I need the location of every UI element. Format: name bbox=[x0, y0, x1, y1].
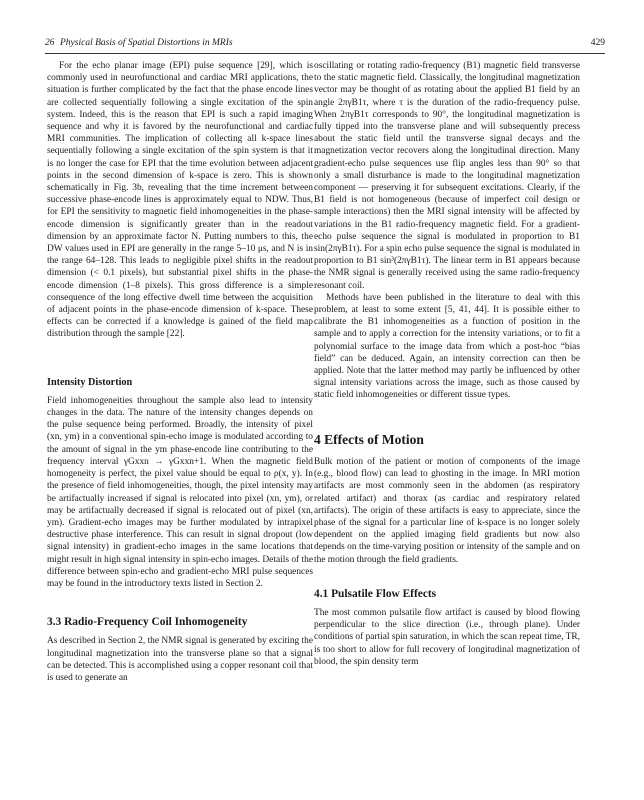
page-number: 429 bbox=[590, 38, 605, 48]
header-rule bbox=[45, 53, 605, 54]
intensity-distortion-paragraph: Field inhomogeneities throughout the sample also lead to intensity changes in the data. The nature of the intensity changes depends on the pulse sequence being performed. Broadly, the intensity of pixel (xn, ym) in a conventional spin-echo image is modulated according to the amount of signal in the ym phase-encode line contributing to the frequency interval γGxxn → γGxxn+1. When the magnetic field homogeneity is perfect, the pixel value should be equal to ρ(x, y). In the presence of field inhomogeneities, though, the pixel intensity may be artifactually increased if signal is relocated into pixel (xn, ym), or may be artifactually decreased if signal is relocated out of pixel (xn, ym). Gradient-echo images may be further modulated by intrapixel destructive phase interference. This can result in signal dropout (low signal intensity) in gradient-echo images in the same locations that might result in high signal intensity in spin-echo images. Details of the difference between spin-echo and gradient-echo MRI pulse sequences may be found in the introductory texts listed in Section 2. bbox=[47, 395, 313, 589]
right-column bbox=[314, 60, 580, 668]
spacer bbox=[314, 446, 580, 456]
spacer bbox=[314, 402, 580, 434]
spacer bbox=[47, 590, 313, 616]
pulsatile-flow-heading: 4.1 Pulsatile Flow Effects bbox=[314, 587, 437, 600]
pulsatile-flow-paragraph: The most common pulsatile flow artifact is caused by blood flowing perpendicular to the slice direction (i.e., through plane). Under conditions of partial spin saturation, in which the scan repeat time, TR, is too short to allow for full recovery of longitudinal magnetization of blood, the spin density term bbox=[314, 607, 580, 667]
spacer bbox=[314, 566, 580, 588]
methods-paragraph: Methods have been published in the literature to deal with this problem, at least to some extent [5, 41, 44]. It is possible either to calibrate the B1 inhomogeneities as a function of position in the sample and to apply a correction for the intensity variations, or to fit a polynomial surface to the image data from which a post-hoc “bias field” can be deduced. Again, an intensity correction can then be applied. Note that the latter method may partly be influenced by other signal intensity variations across the image, such as those caused by static field inhomogeneities or different tissue types. bbox=[314, 292, 580, 401]
intensity-distortion-heading: Intensity Distortion bbox=[47, 376, 133, 388]
chapter-number: 26 bbox=[45, 38, 55, 48]
effects-of-motion-heading: 4 Effects of Motion bbox=[314, 431, 424, 447]
rf-coil-heading: 3.3 Radio-Frequency Coil Inhomogeneity bbox=[47, 616, 248, 629]
rf-coil-paragraph: As described in Section 2, the NMR signal is generated by exciting the longitudinal magnetization into the transverse plane so that a signal can be detected. This is accomplished using a copper resonant coil that is used to generate an bbox=[47, 636, 313, 683]
running-header bbox=[45, 38, 605, 52]
spacer bbox=[47, 341, 313, 377]
rf-continuation-paragraph: oscillating or rotating radio-frequency (B1) magnetic field transverse to the static magnetic field. Classically, the longitudinal magnetization vector may be thought of as rotating about the applied B1 field by an angle 2πγB1τ, where τ is the duration of the radio-frequency pulse. When 2πγB1τ corresponds to 90°, the longitudinal magnetization is fully tipped into the transverse plane and will subsequently precess about the static field until the transverse signal decays and the magnetization vector recovers along the longitudinal direction. Many gradient-echo pulse sequences use flip angles less than 90° so that only a small disturbance is made to the longitudinal magnetization component — preserving it for subsequent excitations. Clearly, if the B1 field is not homogeneous (because of imperfect coil design or sample interactions) then the MRI signal intensity will be affected by variations in the B1 radio-frequency magnetic field. For a gradient-echo pulse sequence the signal is modulated in proportion to B1 sin(2πγB1τ). For a spin echo pulse sequence the signal is modulated in proportion to B1 sin³(2πγB1τ). The linear term in B1 appears because the NMR signal is generally received using the same radio-frequency resonant coil. bbox=[314, 61, 580, 291]
left-column bbox=[47, 60, 313, 684]
motion-paragraph: Bulk motion of the patient or motion of components of the image (e.g., blood flow) can lead to ghosting in the image. In MRI motion artifacts are most commonly seen in the abdomen (as respiratory related artifact) and thorax (as cardiac and respiratory related artifacts). The origin of these artifacts is easy to appreciate, since the phase of the signal for a particular line of k-space is no longer solely dependent on the applied imaging field gradients but now also depends on the time-varying position or intensity of the sample and on the motion through the field gradients. bbox=[314, 456, 580, 565]
spacer bbox=[47, 628, 313, 635]
epi-paragraph: For the echo planar image (EPI) pulse sequence [29], which is commonly used in neurofunctional and cardiac MRI applications, the situation is further complicated by the fact that the phase encode lines are collected sequentially following a single excitation of the spin system. Indeed, this is the reason that EPI is such a rapid imaging sequence and why it is favored by the neurofunctional and cardiac MRI communities. The implication of collecting all k-space lines sequentially following a single excitation of the spin system is that it is no longer the case for EPI that the time evolution between adjacent points in the second dimension of k-space is zero. This is shown schematically in Fig. 3b, revealing that the time increment between successive phase-encode lines is approximately equal to NDW. Thus, for EPI the sensitivity to magnetic field inhomogeneities in the phase-encode dimension is significantly greater than in the readout dimension by an approximate factor N. Putting numbers to this, the DW values used in EPI are generally in the range 5–10 μs, and N is in the range 64–128. This leads to negligible pixel shifts in the readout dimension (< 0.1 pixels), but substantial pixel shifts in the phase-encode dimension (1–8 pixels). This gross difference is a simple consequence of the long effective dwell time between the acquisition of adjacent points in the phase-encode dimension of k-space. These effects can be corrected if a knowledge is gained of the field map distribution through the sample [22]. bbox=[47, 61, 313, 340]
running-title: Physical Basis of Spatial Distortions in MRIs bbox=[60, 38, 233, 48]
spacer bbox=[314, 600, 580, 607]
